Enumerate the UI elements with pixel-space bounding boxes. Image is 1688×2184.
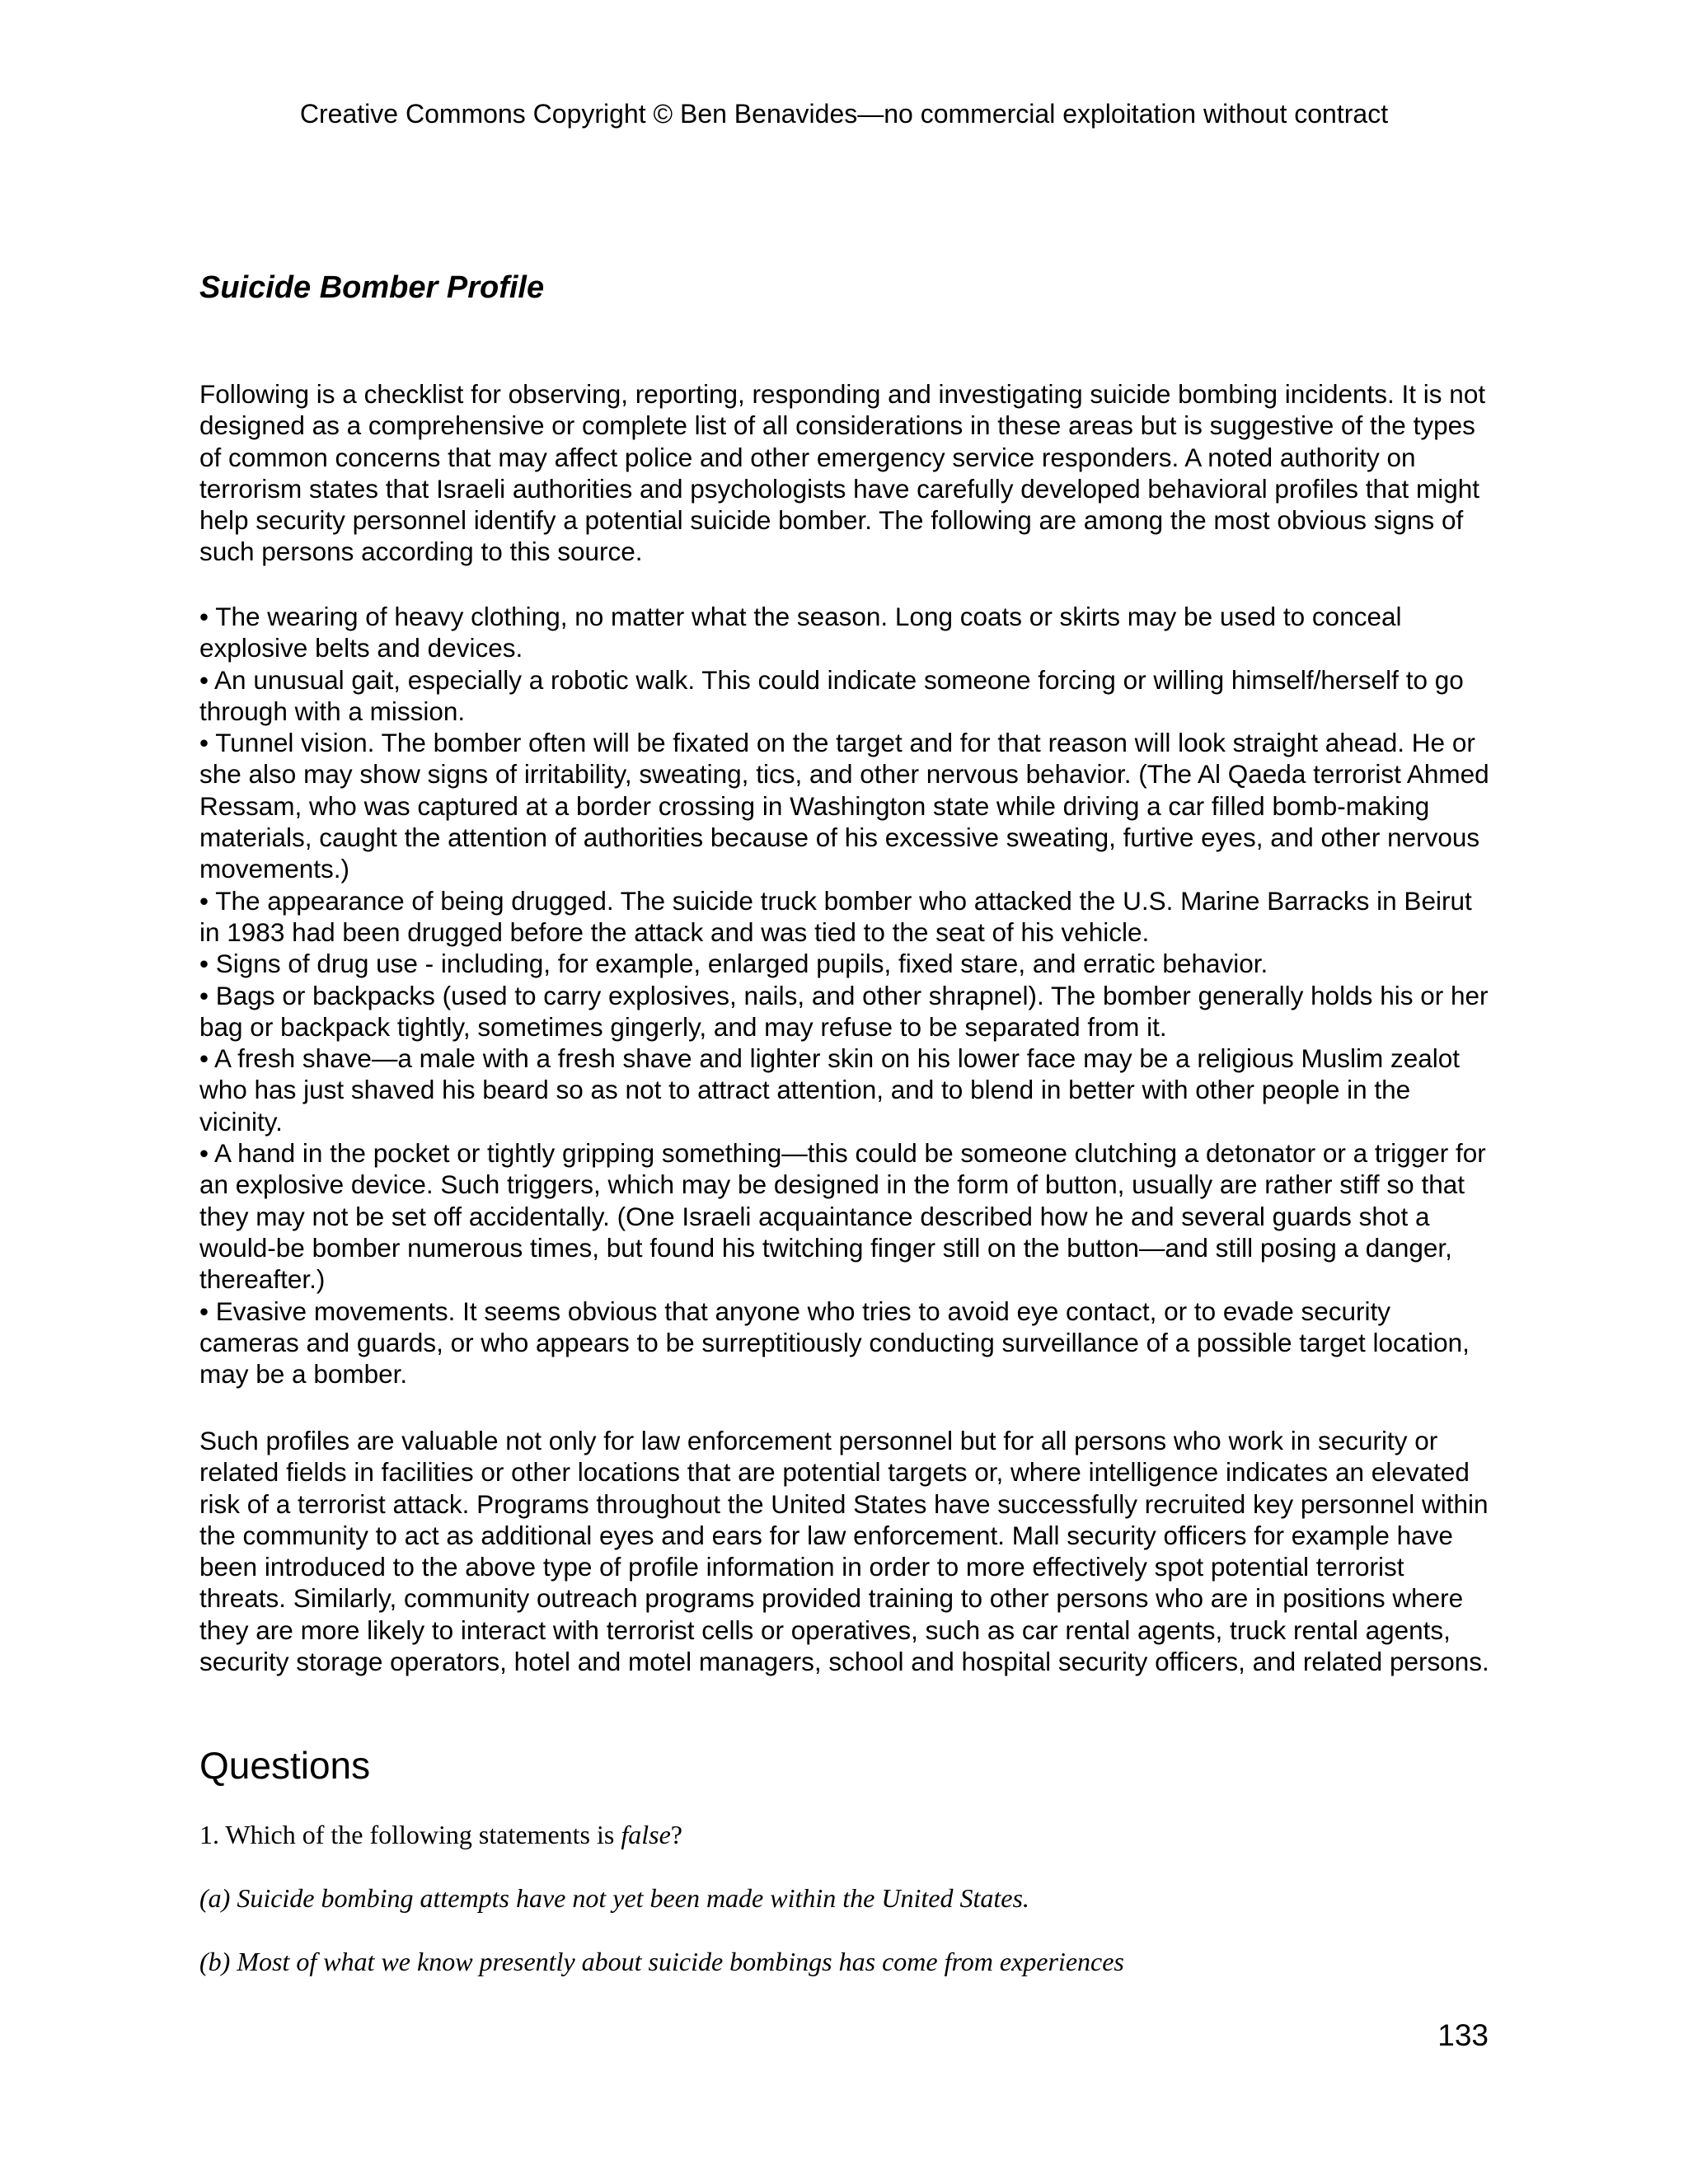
closing-paragraph (199, 1425, 1489, 1677)
question-1-emphasis: false (621, 1820, 671, 1849)
question-1 (199, 1818, 682, 1851)
bullet-item: • Bags or backpacks (used to carry explosives, nails, and other shrapnel). The bomber generally holds his or her bag or backpack tightly, sometimes gingerly, and may refuse to be separated from it. (199, 980, 1489, 1042)
copyright-header: Creative Commons Copyright © Ben Benavides—no commercial exploitation without contract (299, 99, 1389, 129)
bullet-item: • Tunnel vision. The bomber often will be fixated on the target and for that reason will look straight ahead. He or she also may show signs of irritability, sweating, tics, and other nervous behavior. (The Al Qaeda terrorist Ahmed Ressam, who was captured at a border crossing in Washington state while driving a car filled bomb-making materials, caught the attention of authorities because of his excessive sweating, furtive eyes, and other nervous movements.) (199, 728, 1489, 884)
bullet-item: • Signs of drug use - including, for example, enlarged pupils, fixed stare, and erratic behavior. (199, 949, 1268, 979)
bullet-item: • The wearing of heavy clothing, no matter what the season. Long coats or skirts may be used to conceal explosive belts and devices. (199, 602, 1402, 663)
intro-paragraph (199, 378, 1489, 568)
answer-option-b: (b) Most of what we know presently about suicide bombings has come from experiences (199, 1947, 1124, 1976)
bullet-item: • Evasive movements. It seems obvious that anyone who tries to avoid eye contact, or to evade security cameras and guards, or who appears to be surreptitiously conducting surveillance of a possible target location, may be a bomber. (199, 1296, 1470, 1390)
question-1-suffix: ? (670, 1820, 682, 1849)
page-number: 133 (1437, 2018, 1489, 2052)
profile-bullet-list (199, 601, 1489, 1390)
bullet-item: • An unusual gait, especially a robotic walk. This could indicate someone forcing or willing himself/herself to go through with a mission. (199, 664, 1464, 726)
bullet-item: • A fresh shave—a male with a fresh shave and lighter skin on his lower face may be a religious Muslim zealot who has just shaved his beard so as not to attract attention, and to blend in better with other people in the vicinity. (199, 1043, 1461, 1137)
bullet-item: • A hand in the pocket or tightly gripping something—this could be someone clutching a detonator or a trigger for an explosive device. Such triggers, which may be designed in the form of button, usually are rather stiff so that they may not be set off accidentally. (One Israeli acquaintance described how he and several guards shot a would-be bomber numerous times, but found his twitching finger still on the button—and still posing a danger, thereafter.) (199, 1138, 1486, 1295)
closing-text: Such profiles are valuable not only for law enforcement personnel but for all persons who work in security or related fields in facilities or other locations that are potential targets or, where intelligence indicates an elevated risk of a terrorist attack. Programs throughout the United States have successfully recruited key personnel within the community to act as additional eyes and ears for law enforcement. Mall security officers for example have been introduced to the above type of profile information in order to more effectively spot potential terrorist threats. Similarly, community outreach programs provided training to other persons who are in positions where they are more likely to interact with terrorist cells or operatives, such as car rental agents, truck rental agents, security storage operators, hotel and motel managers, school and hospital security officers, and related persons. (199, 1426, 1489, 1677)
answer-option-a: (a) Suicide bombing attempts have not yet been made within the United States. (199, 1883, 1029, 1913)
questions-heading: Questions (199, 1744, 371, 1787)
question-1-prefix: 1. Which of the following statements is (199, 1820, 621, 1849)
intro-text: Following is a checklist for observing, reporting, responding and investigating suicide bombing incidents. It is not designed as a comprehensive or complete list of all considerations in these areas but is suggestive of the types of common concerns that may affect police and other emergency service responders. A noted authority on terrorism states that Israeli authorities and psychologists have carefully developed behavioral profiles that might help security personnel identify a potential suicide bomber. The following are among the most obvious signs of such persons according to this source. (199, 379, 1486, 567)
bullet-item: • The appearance of being drugged. The suicide truck bomber who attacked the U.S. Marine Barracks in Beirut in 1983 had been drugged before the attack and was tied to the seat of his vehicle. (199, 885, 1472, 947)
section-title: Suicide Bomber Profile (199, 270, 545, 305)
